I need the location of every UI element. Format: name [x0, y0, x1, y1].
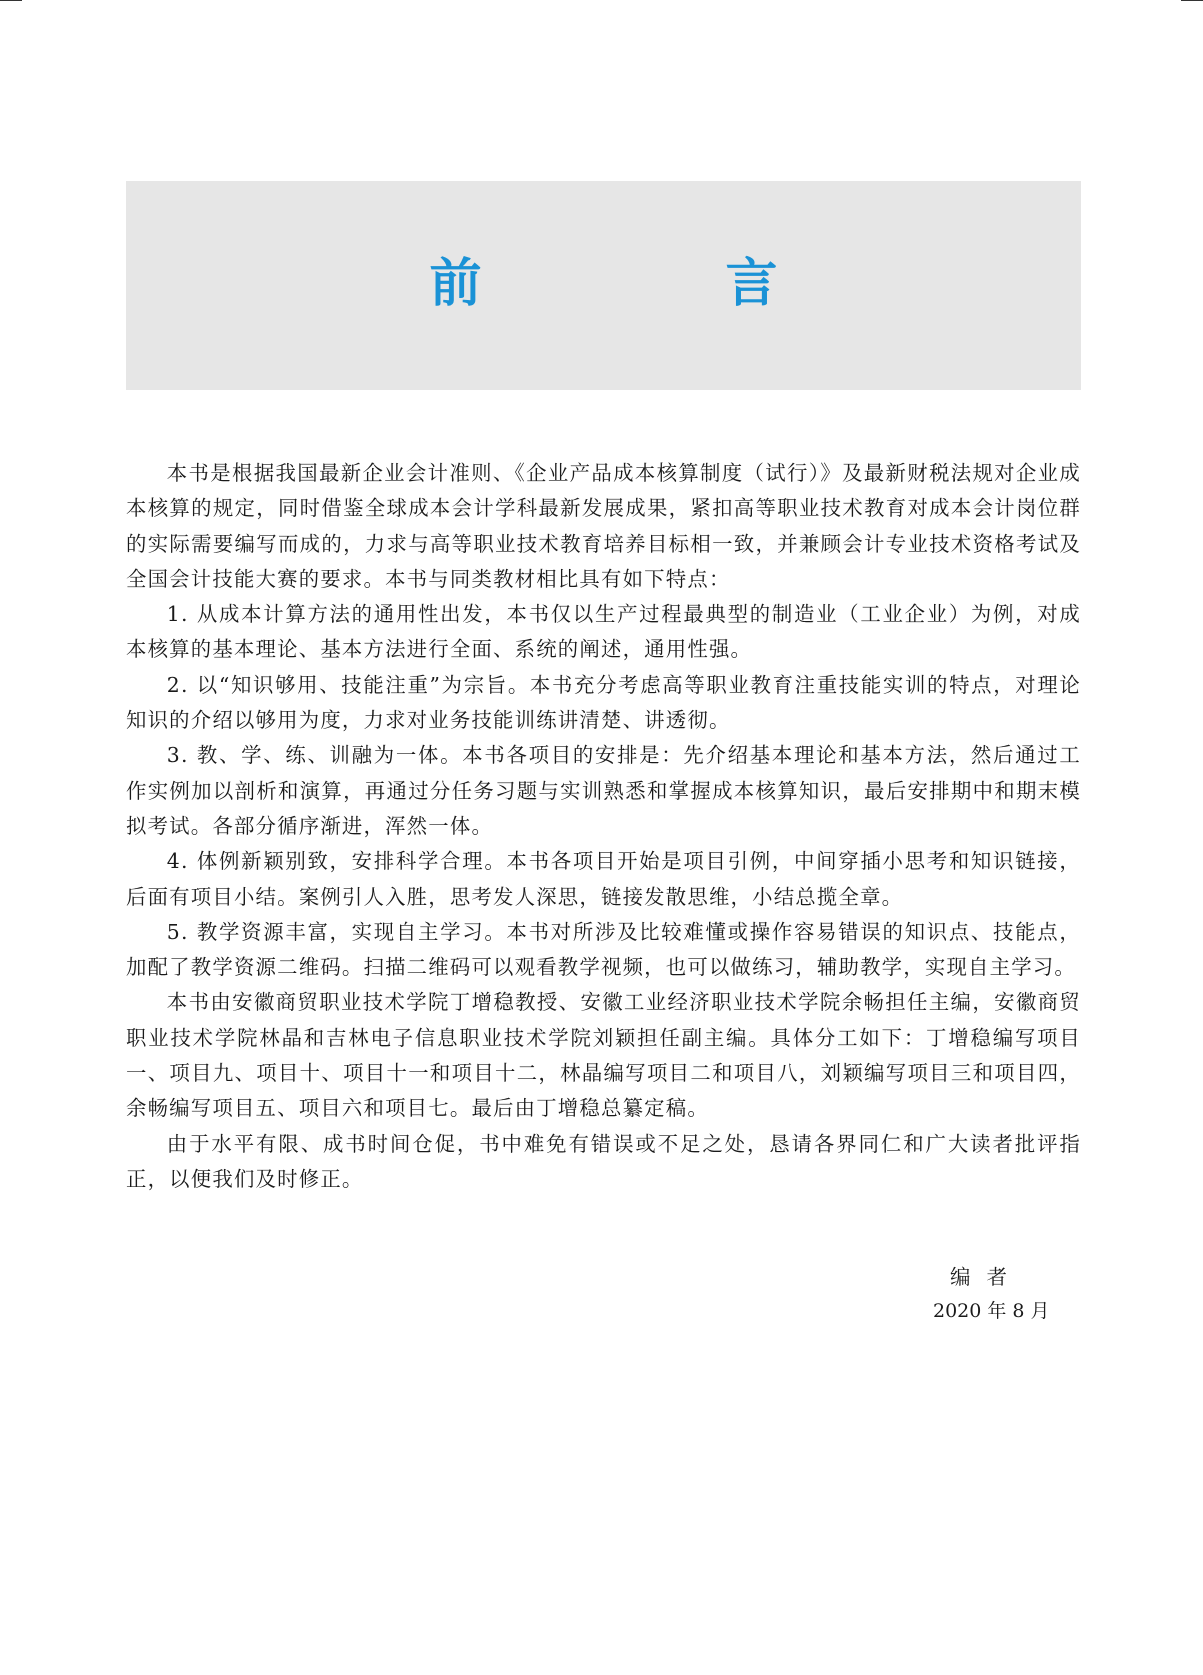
title-banner	[126, 181, 1081, 390]
paragraph-feature-4: 4. 体例新颖别致，安排科学合理。本书各项目开始是项目引例，中间穿插小思考和知识链接，后面有项目小结。案例引人入胜，思考发人深思，链接发散思维，小结总揽全章。	[126, 849, 1081, 909]
paragraph-feature-2: 2. 以“知识够用、技能注重”为宗旨。本书充分考虑高等职业教育注重技能实训的特点，对理论知识的介绍以够用为度，力求对业务技能训练讲清楚、讲透彻。	[126, 672, 1081, 733]
preface-body	[126, 456, 1081, 1197]
signature-author: 编者	[950, 1265, 1023, 1289]
paragraph-intro: 本书是根据我国最新企业会计准则、《企业产品成本核算制度（试行）》及最新财税法规对企业成本核算的规定，同时借鉴全球成本会计学科最新发展成果，紧扣高等职业技术教育对成本会计岗位群的实际需要编写而成的，力求与高等职业技术教育培养目标相一致，并兼顾会计专业技术资格考试及全国会计技能大赛的要求。本书与同类教材相比具有如下特点：	[126, 461, 1081, 591]
paragraph-closing: 由于水平有限、成书时间仓促，书中难免有错误或不足之处，恳请各界同仁和广大读者批评指正，以便我们及时修正。	[126, 1131, 1081, 1191]
paragraph-feature-3: 3. 教、学、练、训融为一体。本书各项目的安排是：先介绍基本理论和基本方法，然后通过工作实例加以剖析和演算，再通过分任务习题与实训熟悉和掌握成本核算知识，最后安排期中和期末模拟考试。各部分循序渐进，浑然一体。	[126, 743, 1081, 838]
page-title: 前 言	[429, 254, 874, 314]
paragraph-authors: 本书由安徽商贸职业技术学院丁增稳教授、安徽工业经济职业技术学院余畅担任主编，安徽商贸职业技术学院林晶和吉林电子信息职业技术学院刘颖担任副主编。具体分工如下：丁增稳编写项目一、项目九、项目十、项目十一和项目十二，林晶编写项目二和项目八，刘颖编写项目三和项目四，余畅编写项目五、项目六和项目七。最后由丁增稳总纂定稿。	[126, 990, 1081, 1121]
paragraph-feature-5: 5. 教学资源丰富，实现自主学习。本书对所涉及比较难懂或操作容易错误的知识点、技能点，加配了教学资源二维码。扫描二维码可以观看教学视频，也可以做练习，辅助教学，实现自主学习。	[126, 919, 1081, 980]
crop-mark-right	[1181, 0, 1203, 1]
paragraph-feature-1: 1. 从成本计算方法的通用性出发，本书仅以生产过程最典型的制造业（工业企业）为例，对成本核算的基本理论、基本方法进行全面、系统的阐述，通用性强。	[126, 602, 1081, 662]
signature-date: 2020 年 8 月	[933, 1300, 1050, 1322]
crop-mark-left	[0, 0, 22, 1]
